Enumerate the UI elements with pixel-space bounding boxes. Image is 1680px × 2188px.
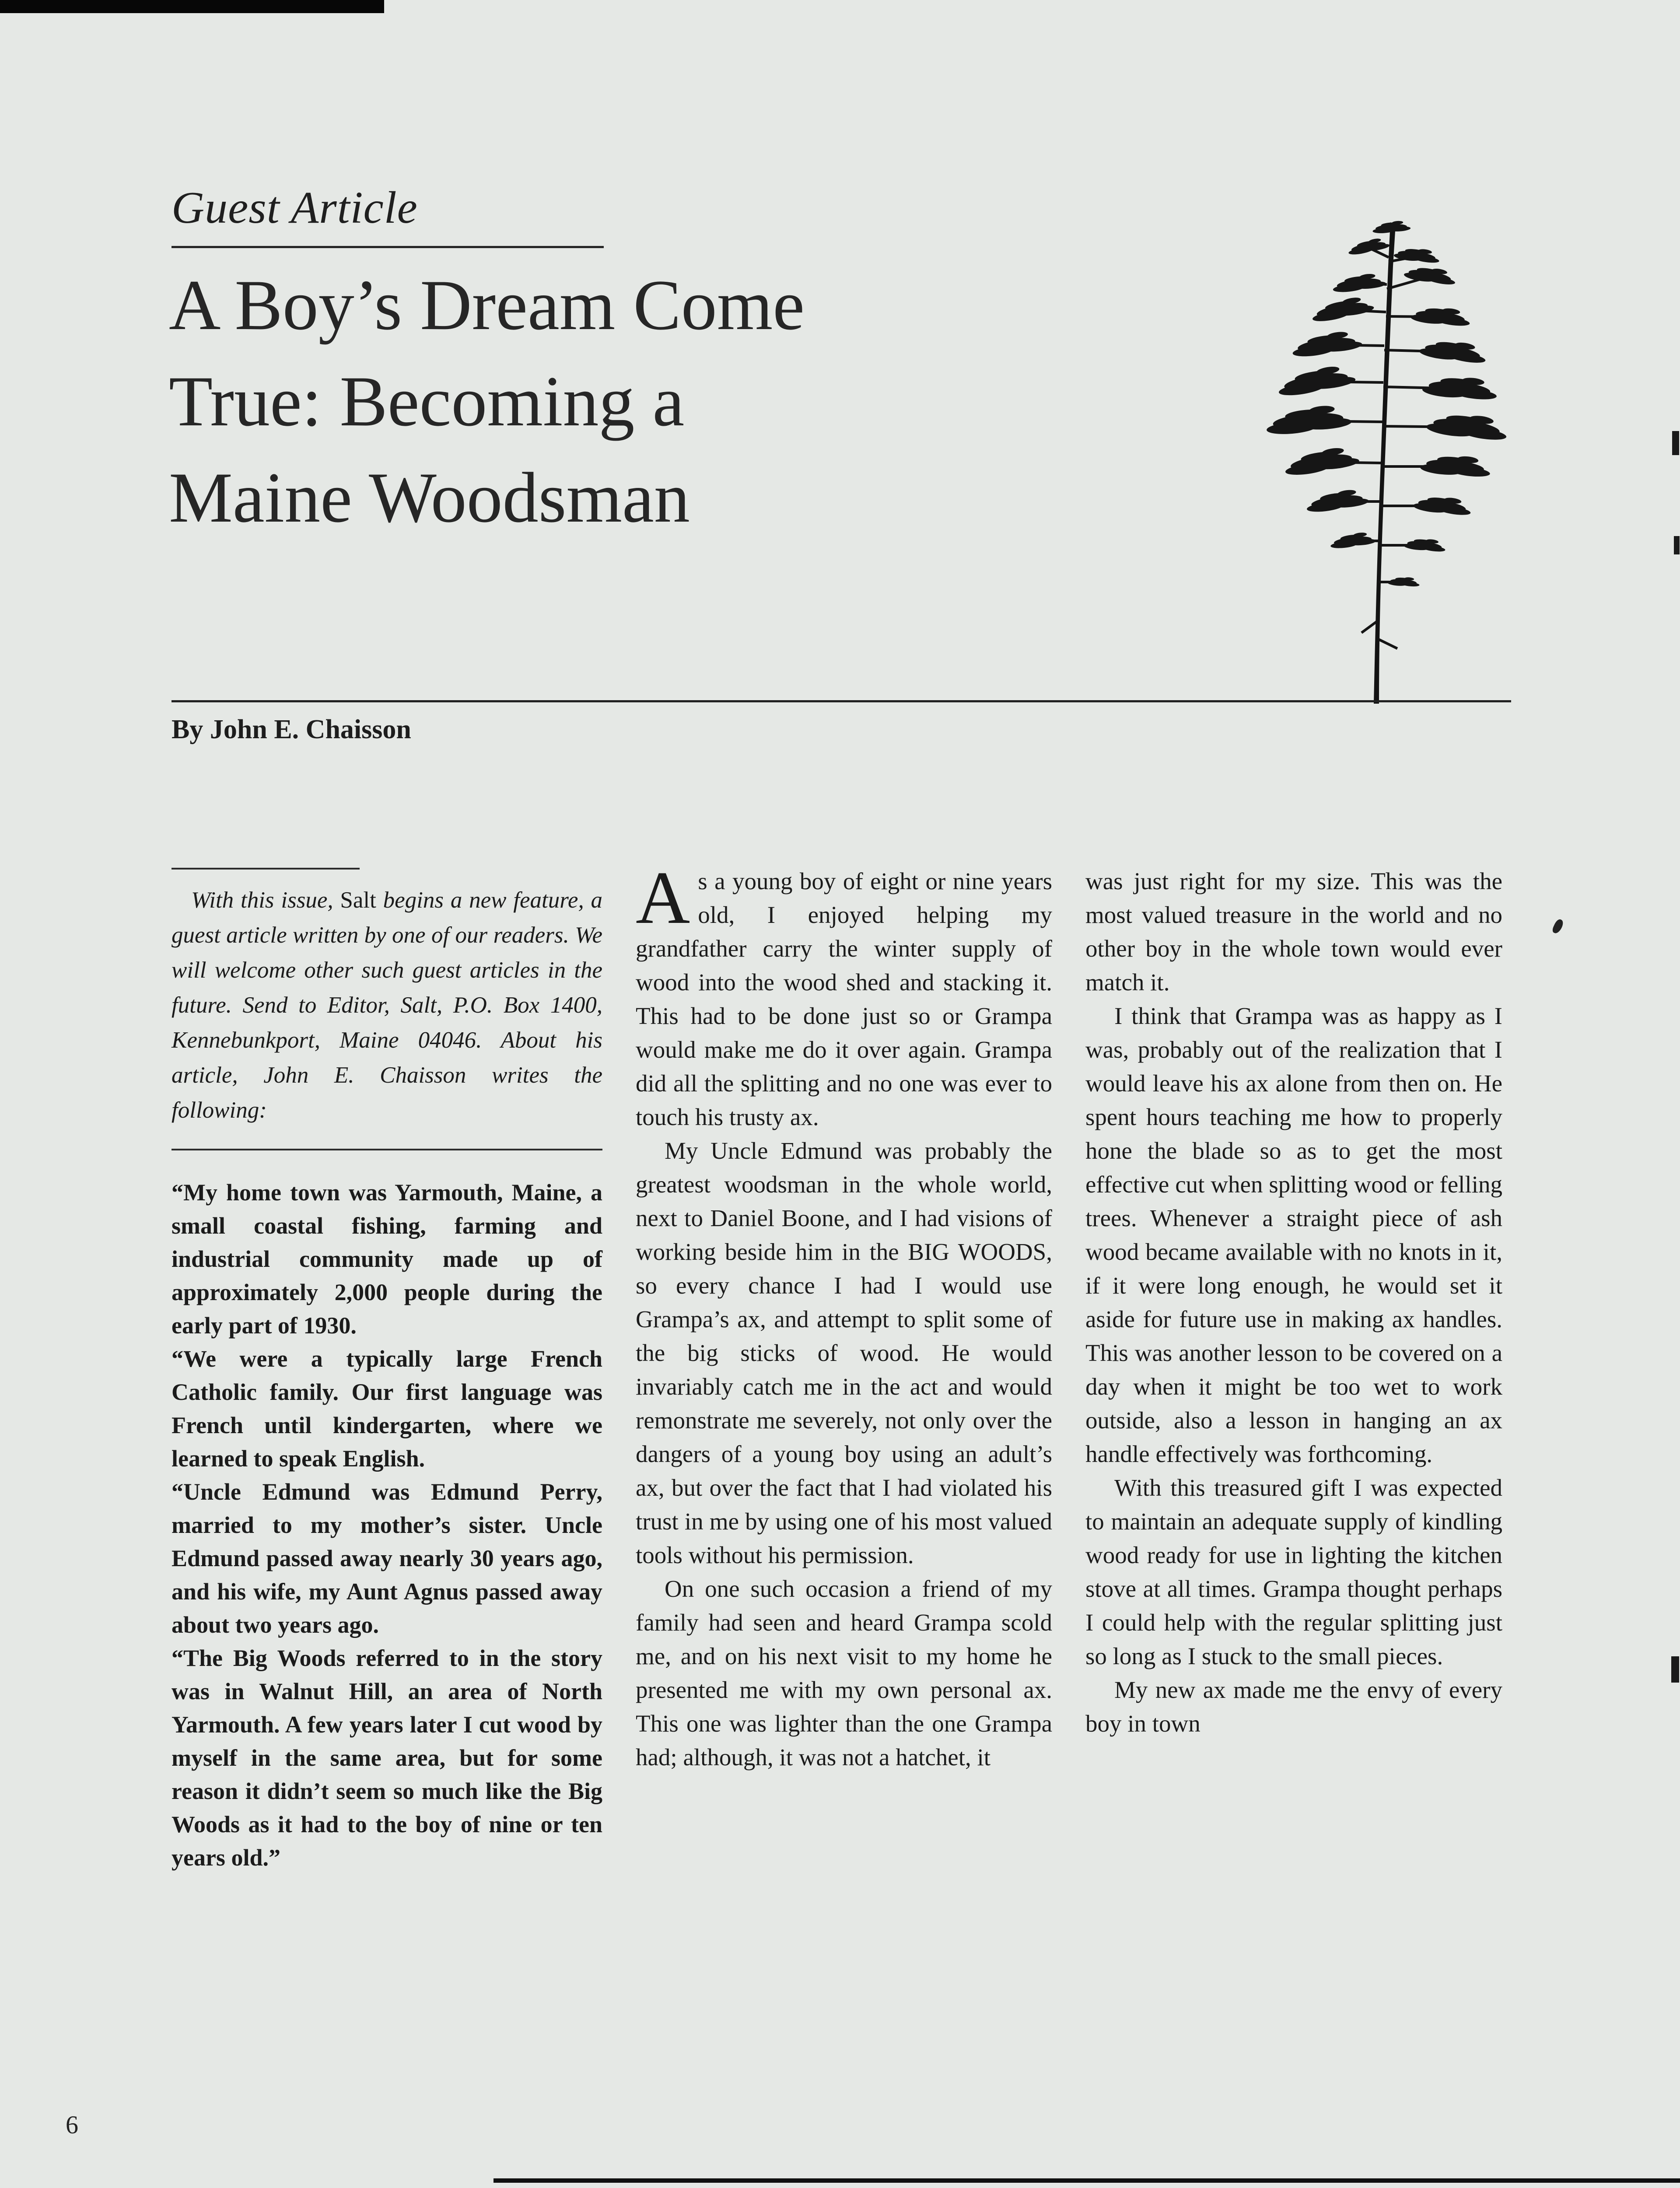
- scan-artifact-edge-mark: [1674, 536, 1680, 554]
- scan-artifact-edge-mark: [1671, 1656, 1679, 1683]
- author-note-paragraph: “We were a typically large French Catholic family. Our first language was French until kindergarten, where we learned to speak English.: [172, 1346, 602, 1472]
- column-1: [172, 864, 602, 1874]
- pine-tree-illustration: [1212, 205, 1544, 704]
- article-paragraph: was just right for my size. This was the most valued treasure in the world and no other boy in the whole town would ever match it.: [1085, 868, 1502, 996]
- article-title-line-2: True: Becoming a: [169, 362, 685, 441]
- page-number: 6: [66, 2111, 78, 2139]
- scan-artifact-edge-mark: [1672, 431, 1679, 455]
- editor-note-bottom-rule: [172, 1149, 602, 1150]
- article-columns: [172, 856, 1511, 1874]
- article-paragraph: With this treasured gift I was expected to maintain an adequate supply of kindling wood ready for use in lighting the kitchen stove at all times. Grampa thought perhaps I could help with the regular splitting just so long as I stuck to the small pieces.: [1085, 1474, 1502, 1669]
- article-paragraph: I think that Grampa was as happy as I was, probably out of the realization that I would leave his ax alone from then on. He spent hours teaching me how to properly hone the blade so as to get the most effective cut when splitting wood or felling trees. Whenever a straight piece of ash wood became available with no knots in it, if it were long enough, he would set it aside for future use in making ax handles. This was another lesson to be covered on a day when it might be too wet to work outside, also a lesson in hanging an ax handle effectively was forthcoming.: [1085, 1003, 1502, 1467]
- scan-artifact-top-bar: [0, 0, 384, 13]
- byline-rule: [172, 700, 1511, 702]
- article-paragraph: My Uncle Edmund was probably the greatest woodsman in the whole world, next to Daniel Boone, and I had visions of working beside him in the BIG WOODS, so every chance I had I would use Grampa’s ax, and attempt to split some of the big sticks of wood. He would invariably catch me in the act and would remonstrate me severely, not only over the dangers of a young boy using an adult’s ax, but over the fact that I had violated his trust in me by using one of his most valued tools without his permission.: [636, 1137, 1052, 1568]
- opening-text: s a young boy of eight or nine years old, I enjoyed helping my grandfather carry the winter supply of wood into the wood shed and stacking it. This had to be done just so or Grampa would make me do it over again. Grampa did all the splitting and no one was ever to touch his trusty ax.: [636, 868, 1052, 1130]
- author-note: [172, 1176, 602, 1874]
- drop-cap: A: [636, 856, 690, 940]
- article-opening-paragraph: [636, 856, 1052, 1134]
- byline: By John E. Chaisson: [172, 715, 411, 744]
- article-title-line-3: Maine Woodsman: [169, 458, 690, 537]
- editor-note: [172, 883, 602, 1128]
- scan-artifact-bottom-bar: [494, 2178, 1680, 2183]
- editor-note-top-rule: [172, 868, 360, 870]
- article-title: [169, 257, 805, 546]
- guest-article-kicker: Guest Article: [172, 182, 604, 248]
- column-3: [1085, 864, 1502, 1874]
- article-paragraph: My new ax made me the envy of every boy in town: [1085, 1676, 1502, 1737]
- author-note-paragraph: “My home town was Yarmouth, Maine, a small coastal fishing, farming and industrial community made up of approximately 2,000 people during the early part of 1930.: [172, 1179, 602, 1339]
- article-paragraph: On one such occasion a friend of my family had seen and heard Grampa scold me, and on his next visit to my home he presented me with my own personal ax. This one was lighter than the one Grampa had; although, it was not a hatchet, it: [636, 1575, 1052, 1771]
- magazine-name: Salt: [340, 887, 376, 913]
- article-title-line-1: A Boy’s Dream Come: [169, 266, 805, 345]
- editor-note-post: begins a new feature, a guest article written by one of our readers. We will welcome other such guest articles in the future. Send to Editor, Salt, P.O. Box 1400, Kennebunkport, Maine 04046. About his article, John E. Chaisson writes the following:: [172, 887, 602, 1123]
- author-note-paragraph: “Uncle Edmund was Edmund Perry, married to my mother’s sister. Uncle Edmund passed away nearly 30 years ago, and his wife, my Aunt Agnus passed away about two years ago.: [172, 1479, 602, 1638]
- column-2: [636, 856, 1052, 1874]
- editor-note-pre: With this issue,: [191, 887, 340, 913]
- author-note-paragraph: “The Big Woods referred to in the story was in Walnut Hill, an area of North Yarmouth. A few years later I cut wood by myself in the same area, but for some reason it didn’t seem so much like the Big Woods as it had to the boy of nine or ten years old.”: [172, 1645, 602, 1871]
- scan-artifact-spot: [1551, 918, 1565, 935]
